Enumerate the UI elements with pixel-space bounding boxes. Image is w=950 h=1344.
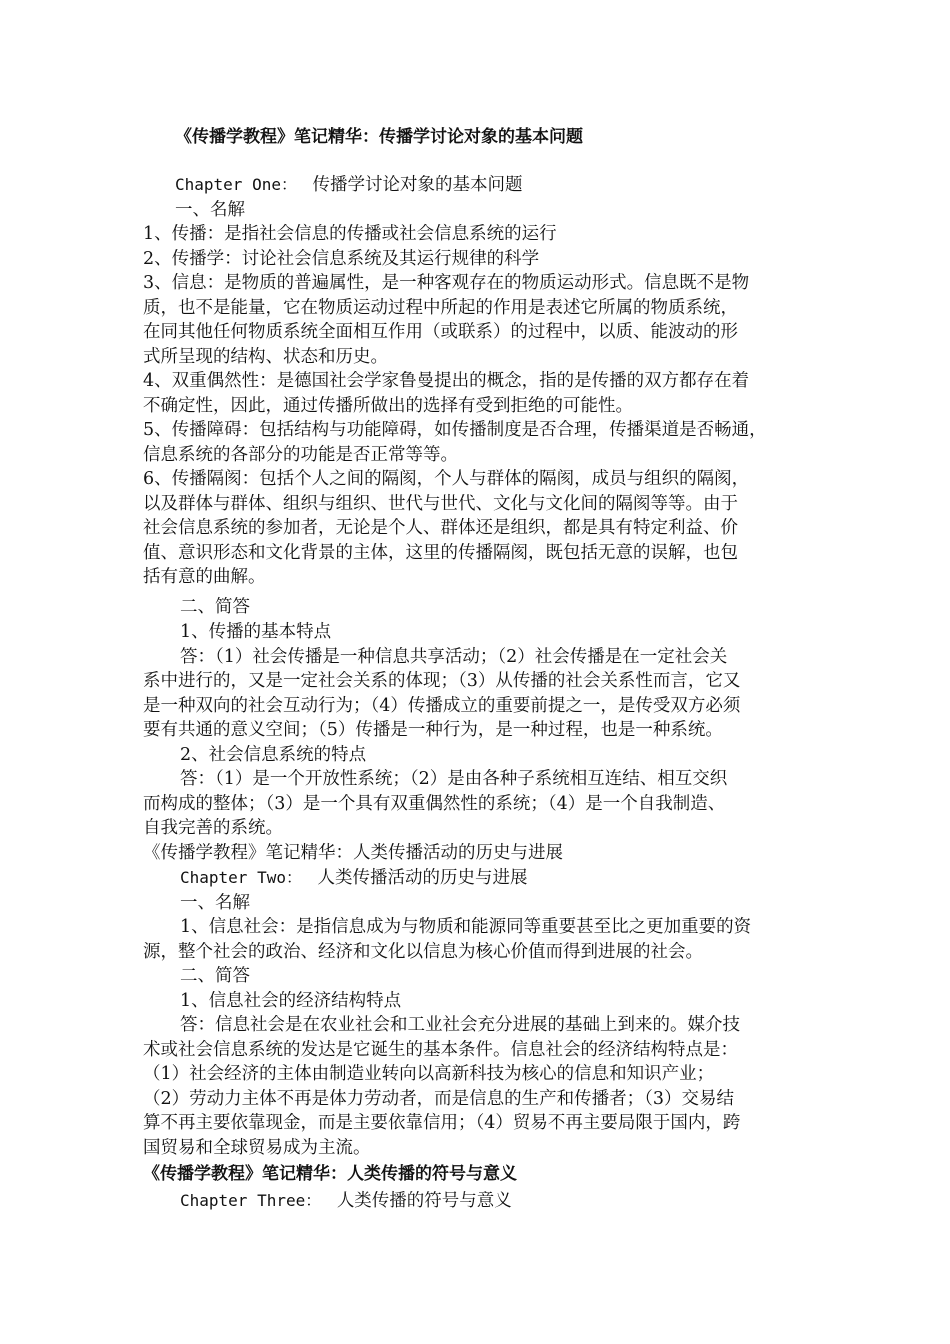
paragraph-line: 6、传播隔阂：包括个人之间的隔阂，个人与群体的隔阂，成员与组织的隔阂， [143, 469, 750, 489]
paragraph-line: 系中进行的，又是一定社会关系的体现；（3）从传播的社会关系性而言，它又 [143, 671, 741, 691]
paragraph-line: 值、意识形态和文化背景的主体，这里的传播隔阂，既包括无意的误解，也包 [143, 543, 738, 563]
paragraph-line: （2）劳动力主体不再是体力劳动者，而是信息的生产和传播者；（3）交易结 [143, 1089, 735, 1109]
paragraph-line: 4、双重偶然性：是德国社会学家鲁曼提出的概念，指的是传播的双方都存在着 [143, 371, 750, 391]
paragraph-line: 在同其他任何物质系统全面相互作用（或联系）的过程中，以质、能波动的形 [143, 322, 738, 342]
paragraph-line: 答：（1）社会传播是一种信息共享活动；（2）社会传播是在一定社会关 [180, 647, 728, 667]
paragraph-line: 质，也不是能量，它在物质运动过程中所起的作用是表述它所属的物质系统， [143, 298, 738, 318]
subsection-heading: 二、简答 [180, 966, 250, 986]
paragraph-line: 信息系统的各部分的功能是否正常等等。 [143, 445, 458, 465]
paragraph-line: 自我完善的系统。 [143, 818, 283, 838]
paragraph-line: 社会信息系统的参加者，无论是个人、群体还是组织，都是具有特定利益、价 [143, 518, 738, 538]
paragraph-line: 式所呈现的结构、状态和历史。 [143, 347, 388, 367]
chapter-title: 人类传播活动的历史与进展 [317, 868, 528, 888]
paragraph-line: 括有意的曲解。 [143, 567, 266, 587]
paragraph-line: 是一种双向的社会互动行为；（4）传播成立的重要前提之一，是传受双方必须 [143, 696, 741, 716]
question-heading: 2、社会信息系统的特点 [180, 745, 367, 765]
subsection-heading: 一、名解 [180, 893, 250, 913]
chapter-label: Chapter Three： [180, 1191, 322, 1210]
chapter-heading-2 [180, 866, 855, 891]
paragraph-line: 算不再主要依靠现金，而是主要依靠信用；（4）贸易不再主要局限于国内，跨 [143, 1113, 741, 1133]
paragraph-line: 1、传播：是指社会信息的传播或社会信息系统的运行 [143, 224, 557, 244]
question-heading: 1、信息社会的经济结构特点 [180, 991, 402, 1011]
paragraph-line: 不确定性，因此，通过传播所做出的选择有受到拒绝的可能性。 [143, 396, 633, 416]
question-heading: 1、传播的基本特点 [180, 622, 332, 642]
paragraph-line: 5、传播障碍：包括结构与功能障碍，如传播制度是否合理，传播渠道是否畅通， [143, 420, 767, 440]
paragraph-line: 而构成的整体；（3）是一个具有双重偶然性的系统；（4）是一个自我制造、 [143, 794, 726, 814]
paragraph-line: 答：信息社会是在农业社会和工业社会充分进展的基础上到来的。媒介技 [180, 1015, 740, 1035]
paragraph-line: 1、信息社会：是指信息成为与物质和能源同等重要甚至比之更加重要的资 [180, 917, 752, 937]
chapter-label: Chapter Two： [180, 868, 302, 887]
paragraph-line: 要有共通的意义空间；（5）传播是一种行为，是一种过程，也是一种系统。 [143, 720, 723, 740]
paragraph-line: 国贸易和全球贸易成为主流。 [143, 1138, 371, 1158]
paragraph-line: 答：（1）是一个开放性系统；（2）是由各种子系统相互连结、相互交织 [180, 769, 728, 789]
section-title-3: 《传播学教程》笔记精华：人类传播的符号与意义 [143, 1164, 517, 1184]
subsection-heading: 二、简答 [180, 597, 250, 617]
chapter-title: 人类传播的符号与意义 [336, 1191, 512, 1211]
paragraph-line: （1）社会经济的主体由制造业转向以高新科技为核心的信息和知识产业； [143, 1064, 715, 1084]
paragraph-line: 以及群体与群体、组织与组织、世代与世代、文化与文化间的隔阂等等。由于 [143, 494, 738, 514]
paragraph-line: 3、信息：是物质的普遍属性，是一种客观存在的物质运动形式。信息既不是物 [143, 273, 750, 293]
paragraph-line: 2、传播学：讨论社会信息系统及其运行规律的科学 [143, 249, 540, 269]
subsection-heading: 一、名解 [175, 200, 245, 220]
chapter-heading-3 [180, 1189, 855, 1214]
section-title-2: 《传播学教程》笔记精华：人类传播活动的历史与进展 [143, 843, 563, 863]
chapter-title: 传播学讨论对象的基本问题 [312, 175, 523, 195]
chapter-label: Chapter One： [175, 175, 297, 194]
paragraph-line: 术或社会信息系统的发达是它诞生的基本条件。信息社会的经济结构特点是： [143, 1040, 738, 1060]
chapter-heading-1 [175, 173, 850, 198]
paragraph-line: 源，整个社会的政治、经济和文化以信息为核心价值而得到进展的社会。 [143, 942, 703, 962]
section-title-1: 《传播学教程》笔记精华：传播学讨论对象的基本问题 [175, 127, 583, 147]
